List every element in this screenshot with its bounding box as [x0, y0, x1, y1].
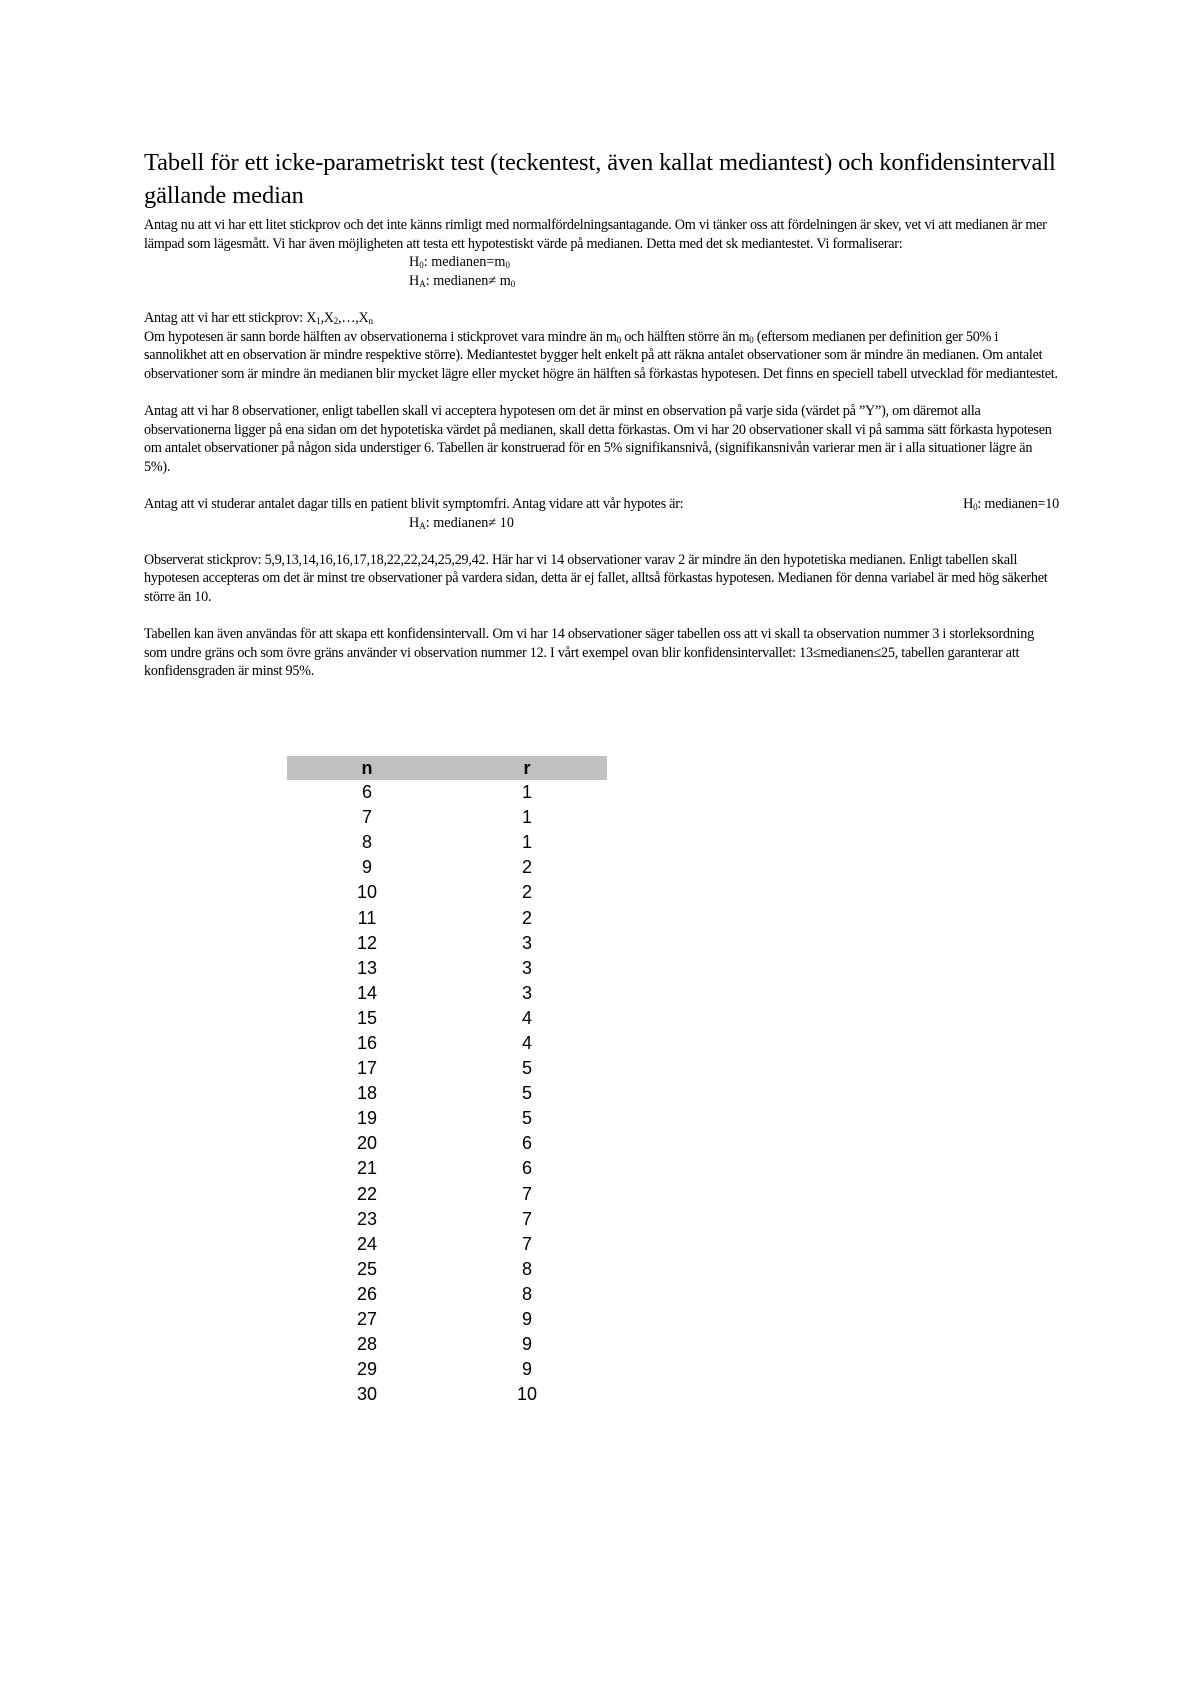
cell-r: 3: [521, 932, 532, 953]
cell-n: 15: [356, 1007, 378, 1028]
cell-r: 8: [521, 1283, 532, 1304]
cell-r: 7: [521, 1183, 532, 1204]
cell-n: 11: [357, 907, 377, 928]
cell-n: 24: [356, 1233, 378, 1254]
table-row: [287, 931, 607, 956]
cell-r: 2: [521, 907, 532, 928]
table-row: [287, 1182, 607, 1207]
cell-n: 13: [356, 957, 378, 978]
table-row: [287, 981, 607, 1006]
cell-r: 5: [521, 1058, 532, 1079]
confidence-interval-paragraph: Tabellen kan även användas för att skapa ett konfidensintervall. Om vi har 14 observationer säger tabellen oss att vi skall ta observation nummer 3 i storleksordning som undre gräns och som övre gräns använder vi observation nummer 12. I vårt exempel ovan blir konfidensintervallet: 13≤medianen≤25, tabellen garanterar att konfidensgraden är minst 95%.: [144, 626, 1034, 680]
table-row: [287, 1056, 607, 1081]
cell-r: 9: [521, 1309, 532, 1330]
table-row: [287, 1207, 607, 1232]
cell-n: 22: [356, 1183, 378, 1204]
cell-r: 1: [521, 807, 532, 828]
cell-n: 27: [356, 1309, 378, 1330]
cell-r: 8: [521, 1258, 532, 1279]
example-alternative-hypothesis: $H_A$: medianen≠ 10: [409, 514, 514, 531]
cell-r: 7: [521, 1208, 532, 1229]
table-header-row: [287, 756, 607, 780]
table-row: [287, 780, 607, 805]
cell-r: 4: [521, 1032, 532, 1053]
cell-n: 28: [356, 1334, 378, 1355]
cell-n: 7: [361, 807, 372, 828]
cell-r: 9: [521, 1359, 532, 1380]
table-row: [287, 1282, 607, 1307]
cell-n: 26: [356, 1283, 378, 1304]
sample-definition: Antag att vi har ett stickprov: $X_1,X_2,\dots,X_n$: [144, 309, 373, 326]
table-row: [287, 1006, 607, 1031]
cell-r: 3: [521, 982, 532, 1003]
cell-n: 19: [356, 1108, 378, 1129]
column-header-n: n: [287, 756, 447, 780]
cell-r: 7: [521, 1233, 532, 1254]
table-body: [287, 780, 607, 1407]
cell-n: 23: [356, 1208, 378, 1229]
table-row: [287, 1357, 607, 1382]
cell-r: 2: [521, 882, 532, 903]
cell-r: 10: [516, 1384, 538, 1405]
example-intro-text: Antag att vi studerar antalet dagar tills en patient blivit symptomfri. Antag vidare att vår hypotes är:: [144, 495, 684, 512]
observed-sample-paragraph: Observerat stickprov: 5,9,13,14,16,16,17,18,22,22,24,25,29,42. Här har vi 14 observationer varav 2 är mindre än den hypotetiska medianen. Enligt tabellen skall hypotesen accepteras om det är minst tre observationer på vardera sidan, detta är ej fallet, alltså förkastas hypotesen. Medianen för denna variabel är med hög säkerhet större än 10.: [144, 551, 1048, 605]
table-row: [287, 1382, 607, 1407]
cell-r: 6: [521, 1133, 532, 1154]
table-row: [287, 805, 607, 830]
cell-n: 14: [356, 982, 378, 1003]
cell-n: 12: [356, 932, 378, 953]
cell-r: 1: [521, 832, 532, 853]
alternative-hypothesis: $H_A$: medianen≠ $m_0$: [409, 272, 516, 289]
table-row: [287, 830, 607, 855]
cell-n: 18: [356, 1083, 378, 1104]
table-row: [287, 1257, 607, 1282]
table-row: [287, 1232, 607, 1257]
cell-r: 9: [521, 1334, 532, 1355]
table-row: [287, 1131, 607, 1156]
cell-n: 20: [356, 1133, 378, 1154]
cell-n: 30: [356, 1384, 378, 1405]
example-hypothesis-line: [144, 495, 1059, 514]
cell-n: 6: [361, 782, 372, 803]
intro-paragraph: Antag nu att vi har ett litet stickprov och det inte känns rimligt med normalfördelningsantagande. Om vi tänker oss att fördelningen är skev, vet vi att medianen är mer lämpad som lägesmått. Vi har även möjligheten att testa ett hypotestiskt värde på medianen. Detta med det sk mediantestet. Vi formaliserar:: [144, 217, 1047, 252]
cell-n: 25: [356, 1258, 378, 1279]
cell-n: 17: [356, 1058, 378, 1079]
example-null-hypothesis: $H_0$: medianen=10: [963, 495, 1059, 512]
cell-r: 3: [521, 957, 532, 978]
column-header-r: r: [447, 756, 607, 780]
cell-r: 5: [521, 1108, 532, 1129]
cell-n: 10: [356, 882, 378, 903]
cell-r: 1: [521, 782, 532, 803]
cell-n: 21: [356, 1158, 378, 1179]
document-body: [144, 146, 1059, 681]
table-row: [287, 905, 607, 930]
table-row: [287, 1081, 607, 1106]
table-row: [287, 1031, 607, 1056]
cell-n: 16: [356, 1032, 378, 1053]
table-row: [287, 1307, 607, 1332]
null-hypothesis: $H_0$: $medianen=m_0$: [409, 254, 510, 271]
cell-n: 9: [361, 857, 372, 878]
hypothesis-explanation-paragraph: Om hypotesen är sann borde hälften av observationerna i stickprovet vara mindre än $m_0$ och hälften större än $m_0$ (eftersom medianen per definition ger 50% i sannolikhet att en observation är mindre respektive större). Mediantestet bygger helt enkelt på att räkna antalet observationer som är mindre än medianen. Om antalet observationer som är mindre än medianen blir mycket lägre eller mycket högre än hälften så förkastas hypotesen. Det finns en speciell tabell utvecklad för mediantestet.: [144, 328, 1058, 382]
cell-r: 6: [521, 1158, 532, 1179]
table-row: [287, 1156, 607, 1181]
cell-n: 8: [361, 832, 372, 853]
median-test-table: [287, 756, 607, 1407]
cell-r: 2: [521, 857, 532, 878]
cell-r: 4: [521, 1007, 532, 1028]
page-title: Tabell för ett icke-parametriskt test (teckentest, även kallat mediantest) och konfidensintervall gällande median: [144, 149, 1056, 209]
table-row: [287, 880, 607, 905]
table-row: [287, 1332, 607, 1357]
table-row: [287, 1106, 607, 1131]
table-row: [287, 956, 607, 981]
cell-r: 5: [521, 1083, 532, 1104]
cell-n: 29: [356, 1359, 378, 1380]
eight-observations-paragraph: Antag att vi har 8 observationer, enligt tabellen skall vi acceptera hypotesen om det är minst en observation på varje sida (värdet på ”Y”), om däremot alla observationerna ligger på ena sidan om det hypotetiska värdet på medianen, skall detta förkastas. Om vi har 20 observationer skall vi på samma sätt förkasta hypotesen om antalet observationer på någon sida understiger 6. Tabellen är konstruerad för en 5% signifikansnivå, (signifikansnivån varierar men är i alla situationer lägre än 5%).: [144, 402, 1052, 475]
table-row: [287, 855, 607, 880]
